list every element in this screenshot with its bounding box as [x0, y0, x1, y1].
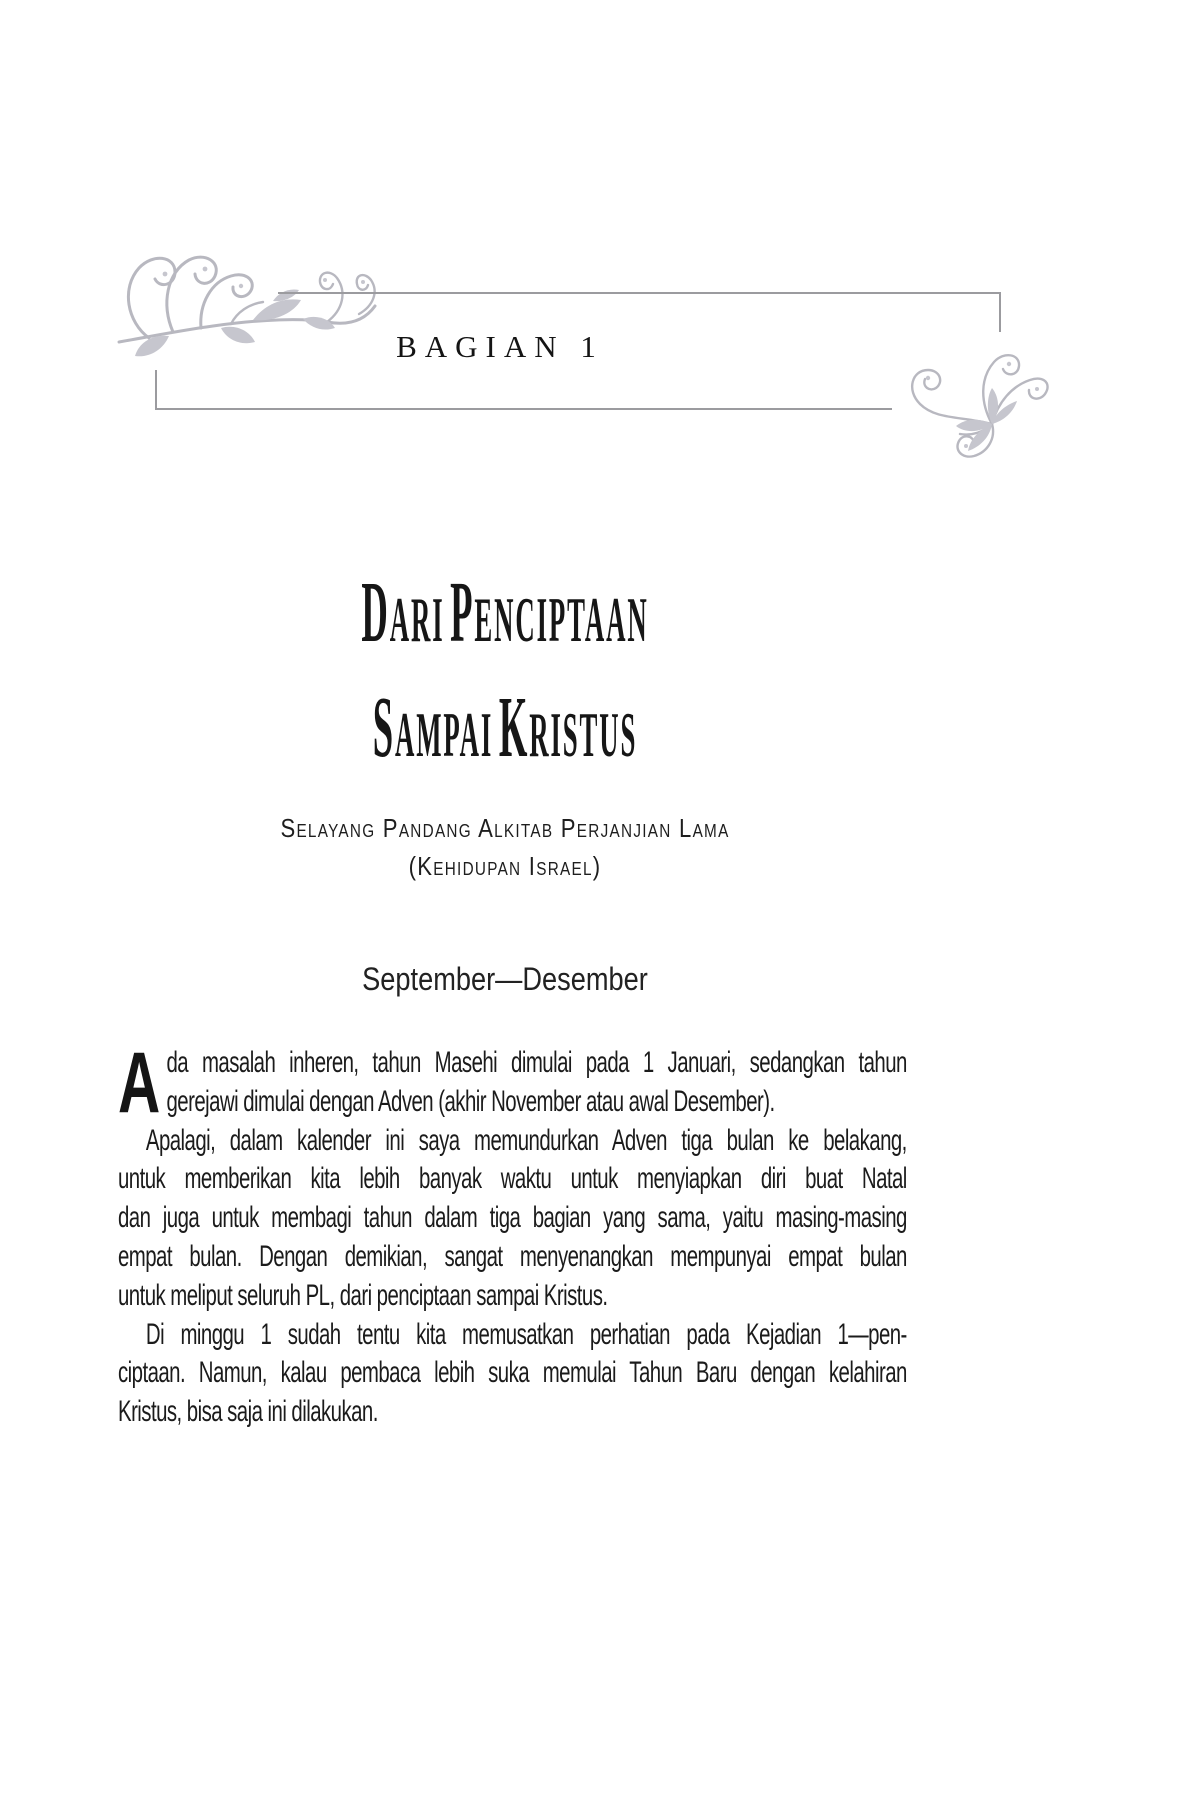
frame-right-line	[999, 292, 1001, 332]
subtitle-line-1: Selayang Pandang Alkitab Perjanjian Lama	[280, 813, 730, 843]
chapter-title-line-1	[268, 562, 743, 677]
paragraph	[118, 1035, 907, 1131]
body-line: dan juga untuk membagi tahun dalam tiga bagian yang sama, yaitu masing-masing	[118, 1201, 907, 1235]
body-line: Kristus, bisa saja ini dilakukan.	[118, 1395, 378, 1429]
frame-bottom-line	[155, 408, 892, 410]
title-initial-cap: P	[450, 562, 475, 660]
part-label: BAGIAN 1	[396, 329, 604, 364]
frame-left-line	[155, 370, 157, 410]
chapter-title-line-2	[268, 678, 743, 793]
title-small-caps: ARI	[389, 584, 445, 656]
body-line: Apalagi, dalam kalender ini saya memundurkan Adven tiga bulan ke belakang,	[145, 1123, 907, 1157]
chapter-subtitle	[76, 809, 935, 885]
body-text	[118, 1035, 907, 1432]
body-line: Di minggu 1 sudah tentu kita memusatkan perhatian pada Kejadian 1—pen-	[145, 1317, 907, 1351]
body-line: untuk meliput seluruh PL, dari penciptaan sampai Kristus.	[118, 1278, 608, 1312]
chapter-title	[268, 562, 743, 776]
drop-cap: A	[118, 1035, 160, 1131]
title-initial-cap: K	[498, 677, 530, 776]
body-line: da masalah inheren, tahun Masehi dimulai pada 1 Januari, sedangkan tahun	[166, 1046, 907, 1079]
subtitle-line-2: (Kehidupan Israel)	[408, 851, 602, 881]
title-small-caps: ENCIPTAAN	[474, 584, 649, 656]
title-small-caps: AMPAI	[394, 700, 494, 771]
section-heading: September—Desember	[362, 961, 648, 997]
body-line: ciptaan. Namun, kalau pembaca lebih suka memulai Tahun Baru dengan kelahiran	[118, 1356, 907, 1390]
body-line: empat bulan. Dengan demikian, sangat menyenangkan mempunyai empat bulan	[118, 1239, 907, 1273]
title-initial-cap: D	[361, 562, 390, 660]
paragraph	[118, 1122, 907, 1316]
title-small-caps: RISTUS	[529, 700, 638, 771]
frame-top-line	[278, 292, 1001, 294]
title-initial-cap: S	[372, 677, 395, 776]
body-line: untuk memberikan kita lebih banyak waktu untuk menyiapkan diri buat Natal	[118, 1162, 907, 1196]
floral-ornament-right-icon	[892, 344, 1052, 462]
body-line: gerejawi dimulai dengan Adven (akhir November atau awal Desember).	[166, 1084, 775, 1118]
paragraph	[118, 1316, 907, 1432]
